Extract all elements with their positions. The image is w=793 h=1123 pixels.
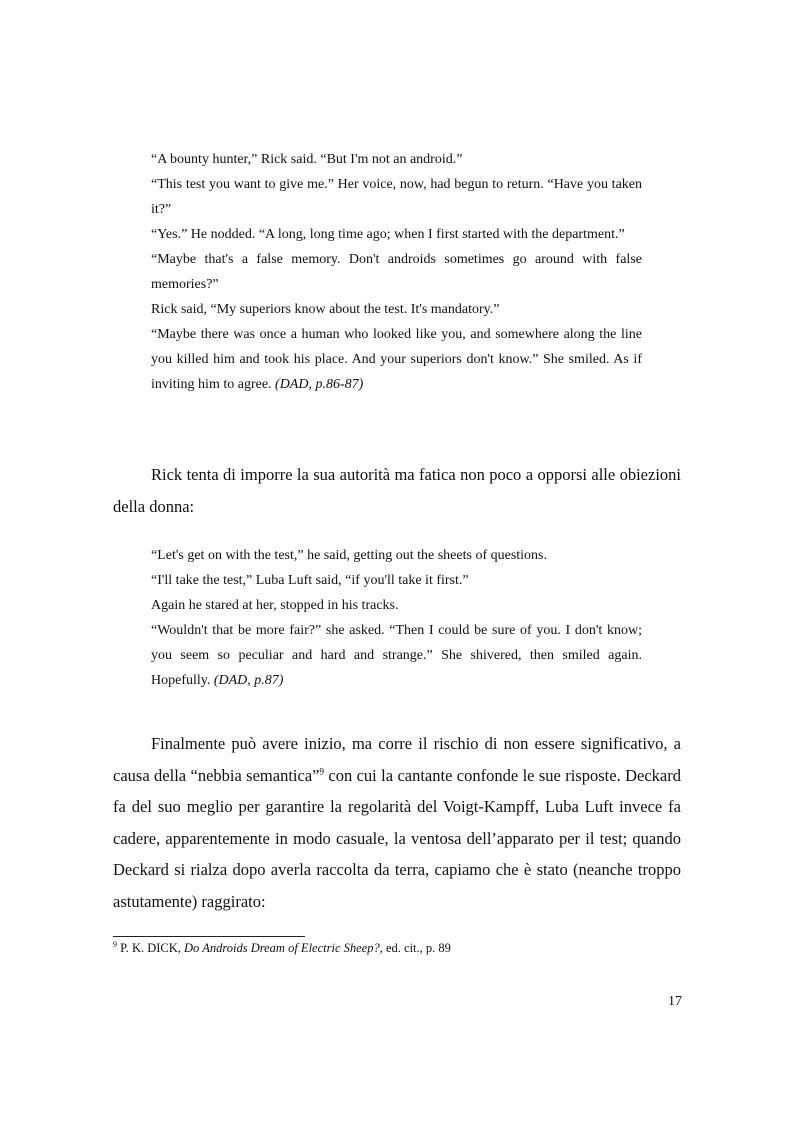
footnote-number: 9 — [113, 939, 117, 949]
citation: (DAD, p.86-87) — [275, 377, 364, 392]
quote-line: “This test you want to give me.” Her voice, now, had begun to return. “Have you taken it?” — [151, 177, 642, 217]
footnote-separator — [113, 936, 305, 937]
quote-line: Rick said, “My superiors know about the test. It's mandatory.” — [151, 302, 500, 317]
paragraph-2: Finalmente può avere inizio, ma corre il rischio di non essere significativo, a causa della “nebbia semantica”$^9$ con cui la cantante confonde le sue risposte. Deckard fa del suo meglio per garantire la regolarità del Voigt-Kampff, Luba Luft invece fa cadere, apparentemente in modo casuale, la ventosa dell’apparato per il test; quando Deckard si rialza dopo averla raccolta da terra, capiamo che è stato (neanche troppo astutamente) raggirato: — [113, 734, 681, 911]
page-number: 17 — [668, 994, 682, 1009]
quote-line: Again he stared at her, stopped in his tracks. — [151, 598, 399, 613]
paragraph-1: Rick tenta di imporre la sua autorità ma fatica non poco a opporsi alle obiezioni della donna: — [113, 465, 681, 516]
quote-line: “Yes.” He nodded. “A long, long time ago; when I first started with the department.” — [151, 227, 625, 242]
quote-line: “Let's get on with the test,” he said, getting out the sheets of questions. — [151, 548, 547, 563]
book-title: Do Androids Dream of Electric Sheep? — [184, 941, 380, 955]
footnote: $^9$ P. K. DICK, Do Androids Dream of Electric Sheep?, ed. cit., p. 89 — [113, 939, 451, 955]
quote-line: “Maybe that's a false memory. Don't androids sometimes go around with false memories?” — [151, 252, 642, 292]
quote-line: “Maybe there was once a human who looked like you, and somewhere along the line you killed him and took his place. And your superiors don't know.” She smiled. As if inviting him to agree. (DAD, p.86-87) — [151, 327, 642, 392]
quote-line: “I'll take the test,” Luba Luft said, “if you'll take it first.” — [151, 573, 469, 588]
block-quote-2 — [151, 543, 642, 693]
citation: (DAD, p.87) — [213, 673, 284, 688]
quote-line: “A bounty hunter,” Rick said. “But I'm not an android.” — [151, 152, 463, 167]
quote-line: “Wouldn't that be more fair?” she asked. “Then I could be sure of you. I don't know; you seem so peculiar and hard and strange.” She shivered, then smiled again. Hopefully. (DAD, p.87) — [151, 623, 642, 688]
footnote-ref: 9 — [319, 766, 324, 776]
block-quote-1 — [151, 147, 642, 397]
